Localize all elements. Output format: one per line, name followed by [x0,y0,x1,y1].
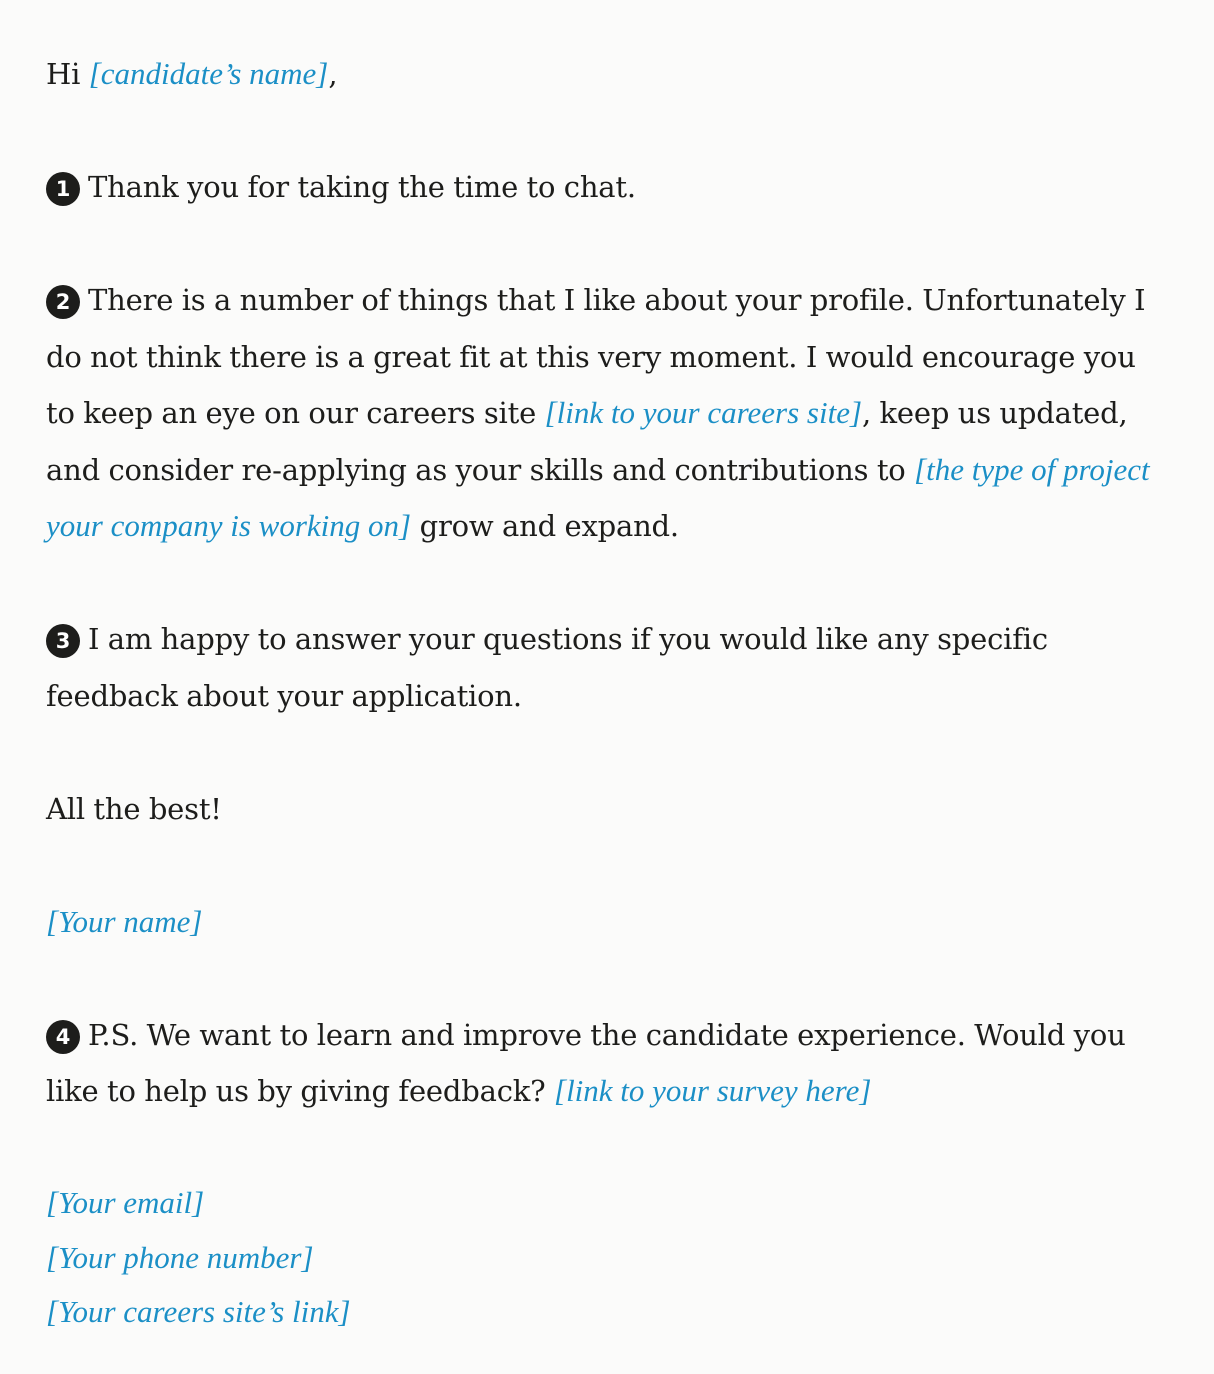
your-phone-placeholder: [Your phone number] [46,1239,314,1275]
paragraph-3 [46,611,1168,724]
your-email-placeholder: [Your email] [46,1185,205,1220]
paragraph-2-text-b: , keep us updated, and consider re-applying as your skills and contributions to [46,396,1128,487]
number-4-icon: 4 [46,1020,80,1054]
paragraph-2 [46,272,1168,555]
paragraph-4 [46,1007,1168,1120]
greeting-hi: Hi [46,57,81,91]
paragraph-2-text-c: grow and expand. [419,509,679,543]
paragraph-4-text: P.S. We want to learn and improve the candidate experience. Would you like to help us by giving feedback? [46,1017,1126,1108]
paragraph-3-text: I am happy to answer your questions if you would like any specific feedback about your application. [46,622,1048,713]
number-1-icon: 1 [46,172,80,206]
signature-name [46,894,1168,951]
your-name-placeholder: [Your name] [46,903,203,939]
careers-site-placeholder: [link to your careers site] [544,395,863,430]
candidate-name-placeholder: [candidate’s name] [88,56,329,91]
careers-site-link-placeholder: [Your careers site’s link] [46,1294,351,1329]
paragraph-1 [46,159,1168,216]
project-type-placeholder: [the type of project your company is working on] [46,451,1150,543]
closing-line: All the best! [46,791,222,826]
greeting-comma: , [328,57,338,91]
survey-link-placeholder: [link to your survey here] [554,1073,872,1108]
number-2-icon: 2 [46,285,80,319]
paragraph-1-text: Thank you for taking the time to chat. [88,170,636,204]
paragraph-2-text-a: There is a number of things that I like about your profile. Unfortunately I do not think there is a great fit at this very moment. I would encourage you to keep an eye on our careers site [46,283,1146,430]
number-3-icon: 3 [46,624,80,658]
contact-block [46,1176,1168,1340]
greeting-line [46,46,1168,103]
